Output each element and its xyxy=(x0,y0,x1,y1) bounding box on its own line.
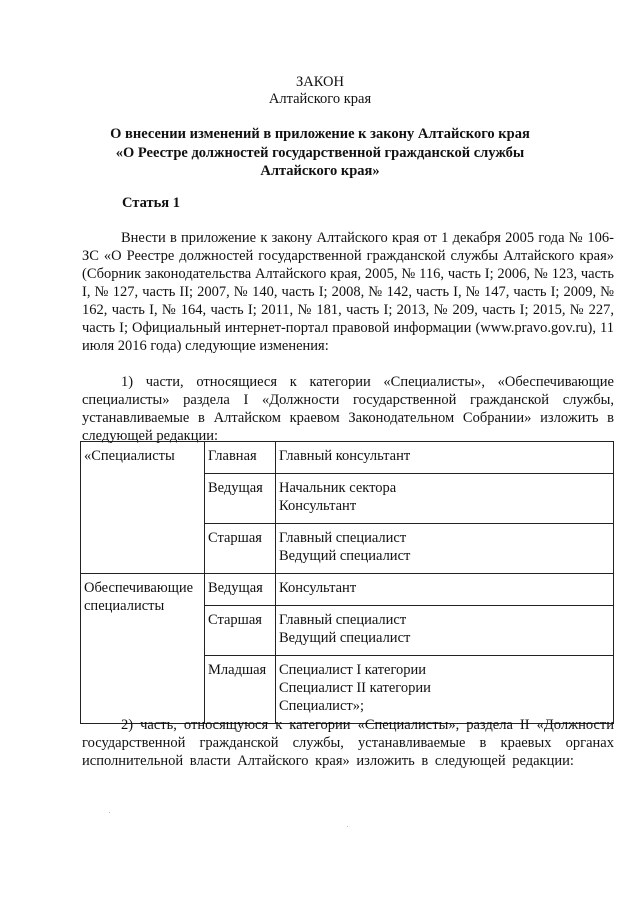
positions-cell xyxy=(276,524,614,574)
positions-table xyxy=(80,441,614,724)
group-cell: Ведущая xyxy=(205,474,276,524)
group-cell: Младшая xyxy=(205,656,276,724)
heading-line: Алтайского края» xyxy=(260,163,380,179)
heading-line: О внесении изменений в приложение к закону Алтайского края xyxy=(110,126,530,142)
category-cell: Обеспечивающие специалисты xyxy=(81,574,205,724)
group-cell: Главная xyxy=(205,442,276,474)
positions-cell xyxy=(276,574,614,606)
positions-cell xyxy=(276,442,614,474)
position-name: Специалист II категории xyxy=(279,680,431,696)
position-name: Специалист»; xyxy=(279,698,364,714)
position-name: Главный консультант xyxy=(279,448,411,464)
position-name: Главный специалист xyxy=(279,612,407,628)
item-2-paragraph: 2) часть, относящуюся к категории «Специалисты», раздела II «Должности государственной гражданской службы, устанавливаемые в краевых органах исполнительной власти Алтайского края» изложить в следующей редакции: xyxy=(82,717,614,769)
item-1-paragraph: 1) части, относящиеся к категории «Специалисты», «Обеспечивающие специалисты» раздела I «Должности государственной гражданской службы, устанавливаемые в Алтайском краевом Законодательном Собрании» изложить в следующей редакции: xyxy=(82,374,614,444)
table-row xyxy=(81,442,614,474)
law-region: Алтайского края xyxy=(268,91,372,107)
table-row xyxy=(81,574,614,606)
scan-speck xyxy=(347,826,348,827)
group-cell: Старшая xyxy=(205,524,276,574)
category-cell: «Специалисты xyxy=(81,442,205,574)
group-cell: Старшая xyxy=(205,606,276,656)
position-name: Ведущий специалист xyxy=(279,630,411,646)
position-name: Консультант xyxy=(279,498,357,514)
position-name: Главный специалист xyxy=(279,530,407,546)
positions-cell xyxy=(276,656,614,724)
positions-cell xyxy=(276,606,614,656)
document-heading xyxy=(80,125,560,181)
heading-line: «О Реестре должностей государственной гражданской службы xyxy=(115,144,525,161)
article-heading: Статья 1 xyxy=(122,195,180,211)
position-name: Консультант xyxy=(279,580,357,596)
position-name: Ведущий специалист xyxy=(279,548,411,564)
group-cell: Ведущая xyxy=(205,574,276,606)
position-name: Специалист I категории xyxy=(279,662,427,678)
position-name: Начальник сектора xyxy=(279,480,397,496)
intro-paragraph: Внести в приложение к закону Алтайского края от 1 декабря 2005 года № 106-ЗС «О Реестре должностей государственной гражданской службы Алтайского края» (Сборник законодательства Алтайского края, 2005, № 116, часть I; 2006, № 123, часть I, № 127, часть II; 2007, № 140, часть I; 2008, № 142, часть I, № 147, часть I; 2009, № 162, часть I, № 164, часть I; 2011, № 181, часть I; 2013, № 209, часть I; 2015, № 227, часть I; Официальный интернет-портал правовой информации (www.pravo.gov.ru), 11 июля 2016 года) следующие изменения: xyxy=(82,230,614,354)
law-title: ЗАКОН xyxy=(296,74,344,90)
positions-cell xyxy=(276,474,614,524)
scan-speck xyxy=(109,812,110,813)
